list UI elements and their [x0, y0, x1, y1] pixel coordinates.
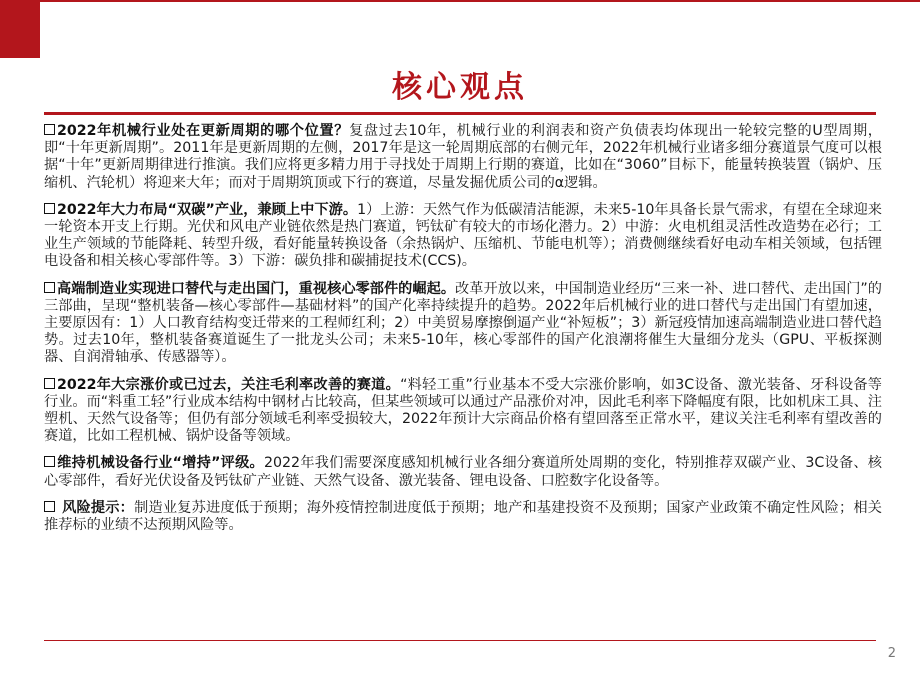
paragraph-lead: 2022年大宗涨价或已过去，关注毛利率改善的赛道。	[57, 376, 401, 393]
paragraph-body: “料轻工重”行业基本不受大宗涨价影响，如3C设备、激光装备、牙科设备等行业。而“料重工轻”行业成本结构中钢材占比较高，但某些领域可以通过产品涨价对冲，因此毛利率下降幅度有限，比如机床工具、注塑机、天然气设备等；但仍有部分领域毛利率受损较大，2022年预计大宗商品价格有望回落至正常水平，建议关注毛利率有望改善的赛道，比如工程机械、锅炉设备等领域。	[44, 376, 882, 445]
paragraph-gross-margin	[44, 377, 882, 446]
paragraph-update-cycle	[44, 123, 882, 192]
paragraph-lead: 2022年大力布局“双碳”产业，兼顾上中下游。	[57, 201, 358, 218]
content-body	[44, 123, 882, 534]
checkbox-icon	[44, 378, 55, 389]
corner-accent-bar	[0, 0, 40, 58]
bottom-rule	[44, 640, 876, 641]
paragraph-dual-carbon	[44, 202, 882, 271]
page-number: 2	[887, 646, 896, 661]
paragraph-import-substitution	[44, 281, 882, 367]
checkbox-icon	[44, 456, 55, 467]
checkbox-icon	[44, 501, 55, 512]
paragraph-rating	[44, 455, 882, 489]
page-title: 核心观点	[392, 70, 528, 105]
checkbox-icon	[44, 124, 55, 135]
paragraph-lead: 高端制造业实现进口替代与走出国门，重视核心零部件的崛起。	[57, 280, 456, 297]
paragraph-lead: 维持机械设备行业“增持”评级。	[57, 455, 264, 472]
checkbox-icon	[44, 282, 55, 293]
paragraph-body: 2022年我们需要深度感知机械行业各细分赛道所处周期的变化，特别推荐双碳产业、3C设备、核心零部件，看好光伏设备及钙钛矿产业链、天然气设备、激光装备、锂电设备、口腔数字化设备等。	[44, 455, 882, 489]
checkbox-icon	[44, 203, 55, 214]
paragraph-lead: 风险提示：	[57, 499, 135, 516]
top-rule	[40, 0, 920, 2]
paragraph-lead: 2022年机械行业处在更新周期的哪个位置？	[57, 123, 350, 139]
paragraph-body: 复盘过去10年，机械行业的利润表和资产负债表均体现出一轮较完整的U型周期，即“十年更新周期”。2011年是更新周期的左侧，2017年是这一轮周期底部的右侧元年，2022年机械行业诸多细分赛道景气度可以根据“十年”更新周期律进行推演。我们应将更多精力用于寻找处于周期上行期的赛道，比如在“3060”目标下，能量转换装置（锅炉、压缩机、汽轮机）将迎来大年；而对于周期筑顶或下行的赛道，尽量发掘优质公司的α逻辑。	[44, 123, 882, 191]
paragraph-body: 制造业复苏进度低于预期；海外疫情控制进度低于预期；地产和基建投资不及预期；国家产业政策不确定性风险；相关推荐标的业绩不达预期风险等。	[44, 499, 882, 534]
paragraph-risk-warning	[44, 500, 882, 534]
paragraph-body: 1）上游：天然气作为低碳清洁能源，未来5-10年具备长景气需求，有望在全球迎来一轮资本开支上行期。光伏和风电产业链依然是热门赛道，钙钛矿有较大的市场化潜力。2）中游：火电机组灵活性改造势在必行；工业生产领域的节能降耗、转型升级，看好能量转换设备（余热锅炉、压缩机、节能电机等）；消费侧继续看好电动车相关领域，包括锂电设备和相关核心零部件等。3）下游：碳负排和碳捕捉技术(CCS)。	[44, 201, 882, 270]
title-divider	[44, 112, 876, 115]
paragraph-body: 改革开放以来，中国制造业经历“三来一补、进口替代、走出国门”的三部曲，呈现“整机装备—核心零部件—基础材料”的国产化率持续提升的趋势。2022年后机械行业的进口替代与走出国门有望加速，主要原因有：1）人口教育结构变迁带来的工程师红利；2）中美贸易摩擦倒逼产业“补短板”；3）新冠疫情加速高端制造业进口替代趋势。过去10年，整机装备赛道诞生了一批龙头公司；未来5-10年，核心零部件的国产化浪潮将催生大量细分龙头（GPU、平板探测器、自润滑轴承、传感器等）。	[44, 280, 882, 366]
